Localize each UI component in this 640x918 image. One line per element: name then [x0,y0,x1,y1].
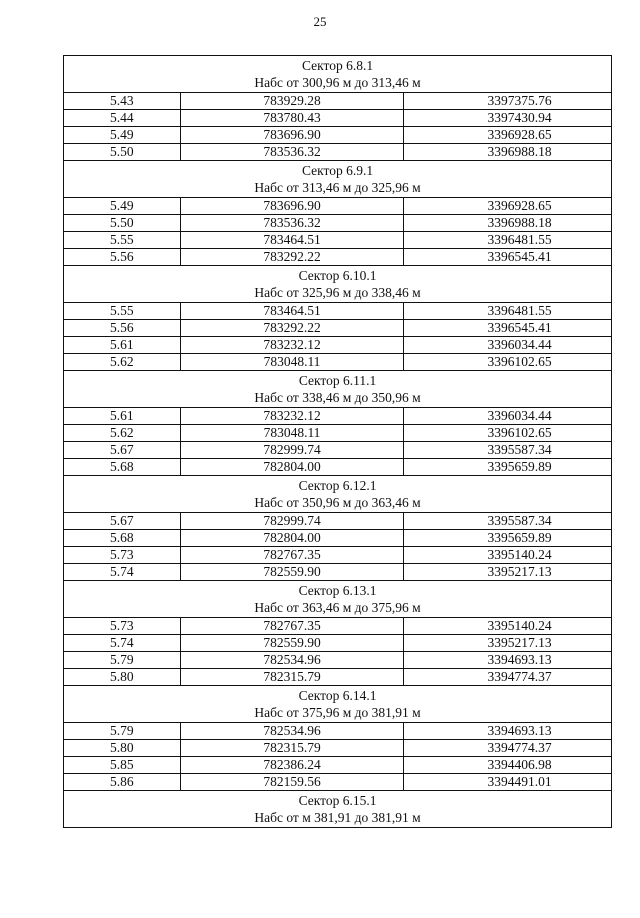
sector-title: Сектор 6.8.1 [301,58,374,73]
point-number-cell: 5.50 [64,144,181,161]
sector-title: Сектор 6.10.1 [298,268,377,283]
sector-title: Сектор 6.12.1 [298,478,377,493]
x-coordinate-cell: 783232.12 [181,408,404,425]
table-row [64,232,612,249]
sector-title: Сектор 6.9.1 [301,163,374,178]
point-number-cell: 5.86 [64,774,181,791]
point-number-cell: 5.61 [64,408,181,425]
table-row [64,652,612,669]
y-coordinate-cell: 3396102.65 [404,354,612,371]
point-number-cell: 5.50 [64,215,181,232]
table-row [64,93,612,110]
x-coordinate-cell: 782559.90 [181,635,404,652]
sector-header-row [64,791,612,828]
x-coordinate-cell: 783292.22 [181,249,404,266]
sector-header [64,56,612,93]
sector-title: Сектор 6.14.1 [298,688,377,703]
point-number-cell: 5.43 [64,93,181,110]
table-row [64,774,612,791]
x-coordinate-cell: 782767.35 [181,547,404,564]
table-row [64,249,612,266]
sector-range: Набс от 363,46 м до 375,96 м [254,600,421,615]
x-coordinate-cell: 782999.74 [181,513,404,530]
y-coordinate-cell: 3394693.13 [404,652,612,669]
x-coordinate-cell: 782804.00 [181,530,404,547]
table-row [64,564,612,581]
sector-range: Набс от 338,46 м до 350,96 м [254,390,421,405]
point-number-cell: 5.73 [64,547,181,564]
x-coordinate-cell: 782315.79 [181,740,404,757]
point-number-cell: 5.73 [64,618,181,635]
sector-header-row [64,686,612,723]
y-coordinate-cell: 3396928.65 [404,127,612,144]
y-coordinate-cell: 3394406.98 [404,757,612,774]
table-row [64,144,612,161]
sector-title: Сектор 6.15.1 [298,793,377,808]
y-coordinate-cell: 3394693.13 [404,723,612,740]
y-coordinate-cell: 3395659.89 [404,459,612,476]
point-number-cell: 5.80 [64,669,181,686]
sector-range: Набс от 313,46 м до 325,96 м [254,180,421,195]
sector-header [64,791,612,828]
table-row [64,442,612,459]
x-coordinate-cell: 783048.11 [181,354,404,371]
sector-header [64,266,612,303]
point-number-cell: 5.61 [64,337,181,354]
sector-header-row [64,581,612,618]
point-number-cell: 5.68 [64,530,181,547]
x-coordinate-cell: 782534.96 [181,652,404,669]
y-coordinate-cell: 3395217.13 [404,635,612,652]
x-coordinate-cell: 782386.24 [181,757,404,774]
sector-header-row [64,371,612,408]
point-number-cell: 5.62 [64,425,181,442]
x-coordinate-cell: 783048.11 [181,425,404,442]
x-coordinate-cell: 782559.90 [181,564,404,581]
y-coordinate-cell: 3396034.44 [404,408,612,425]
point-number-cell: 5.85 [64,757,181,774]
x-coordinate-cell: 783696.90 [181,198,404,215]
table-row [64,127,612,144]
page-number: 25 [313,14,327,29]
sector-range: Набс от м 381,91 до 381,91 м [254,810,421,825]
y-coordinate-cell: 3396545.41 [404,249,612,266]
x-coordinate-cell: 782534.96 [181,723,404,740]
y-coordinate-cell: 3396928.65 [404,198,612,215]
point-number-cell: 5.67 [64,513,181,530]
point-number-cell: 5.67 [64,442,181,459]
x-coordinate-cell: 783536.32 [181,144,404,161]
point-number-cell: 5.56 [64,249,181,266]
table-row [64,757,612,774]
sector-title: Сектор 6.11.1 [298,373,377,388]
y-coordinate-cell: 3396481.55 [404,303,612,320]
sector-header [64,371,612,408]
point-number-cell: 5.62 [64,354,181,371]
table-row [64,723,612,740]
x-coordinate-cell: 783464.51 [181,303,404,320]
table-row [64,513,612,530]
y-coordinate-cell: 3397375.76 [404,93,612,110]
sector-range: Набс от 350,96 м до 363,46 м [254,495,421,510]
y-coordinate-cell: 3394491.01 [404,774,612,791]
point-number-cell: 5.79 [64,723,181,740]
table-row [64,337,612,354]
table-row [64,618,612,635]
y-coordinate-cell: 3394774.37 [404,740,612,757]
sector-header-row [64,266,612,303]
sector-header [64,476,612,513]
x-coordinate-cell: 783232.12 [181,337,404,354]
x-coordinate-cell: 783780.43 [181,110,404,127]
table-row [64,530,612,547]
sector-header [64,581,612,618]
x-coordinate-cell: 783929.28 [181,93,404,110]
point-number-cell: 5.49 [64,127,181,144]
table-row [64,215,612,232]
y-coordinate-cell: 3395659.89 [404,530,612,547]
sector-range: Набс от 375,96 м до 381,91 м [254,705,421,720]
sector-header [64,161,612,198]
x-coordinate-cell: 782315.79 [181,669,404,686]
table-row [64,303,612,320]
table-row [64,425,612,442]
x-coordinate-cell: 782804.00 [181,459,404,476]
point-number-cell: 5.49 [64,198,181,215]
y-coordinate-cell: 3396034.44 [404,337,612,354]
table-row [64,547,612,564]
y-coordinate-cell: 3395587.34 [404,442,612,459]
sector-range: Набс от 300,96 м до 313,46 м [254,75,421,90]
point-number-cell: 5.55 [64,232,181,249]
y-coordinate-cell: 3397430.94 [404,110,612,127]
point-number-cell: 5.55 [64,303,181,320]
table-row [64,198,612,215]
point-number-cell: 5.80 [64,740,181,757]
sector-header-row [64,56,612,93]
y-coordinate-cell: 3395587.34 [404,513,612,530]
y-coordinate-cell: 3395140.24 [404,618,612,635]
point-number-cell: 5.68 [64,459,181,476]
sector-header-row [64,476,612,513]
table-row [64,110,612,127]
x-coordinate-cell: 783536.32 [181,215,404,232]
x-coordinate-cell: 782767.35 [181,618,404,635]
point-number-cell: 5.56 [64,320,181,337]
point-number-cell: 5.74 [64,564,181,581]
sector-range: Набс от 325,96 м до 338,46 м [254,285,421,300]
table-row [64,459,612,476]
y-coordinate-cell: 3395140.24 [404,547,612,564]
y-coordinate-cell: 3396545.41 [404,320,612,337]
coordinates-table [63,55,612,828]
table-row [64,320,612,337]
point-number-cell: 5.79 [64,652,181,669]
sector-title: Сектор 6.13.1 [298,583,377,598]
y-coordinate-cell: 3396481.55 [404,232,612,249]
point-number-cell: 5.74 [64,635,181,652]
sector-header-row [64,161,612,198]
x-coordinate-cell: 783464.51 [181,232,404,249]
y-coordinate-cell: 3396988.18 [404,144,612,161]
x-coordinate-cell: 782159.56 [181,774,404,791]
table-row [64,635,612,652]
y-coordinate-cell: 3396102.65 [404,425,612,442]
y-coordinate-cell: 3394774.37 [404,669,612,686]
point-number-cell: 5.44 [64,110,181,127]
x-coordinate-cell: 783696.90 [181,127,404,144]
table-row [64,354,612,371]
y-coordinate-cell: 3395217.13 [404,564,612,581]
x-coordinate-cell: 782999.74 [181,442,404,459]
table-row [64,408,612,425]
table-row [64,740,612,757]
x-coordinate-cell: 783292.22 [181,320,404,337]
sector-header [64,686,612,723]
y-coordinate-cell: 3396988.18 [404,215,612,232]
table-row [64,669,612,686]
